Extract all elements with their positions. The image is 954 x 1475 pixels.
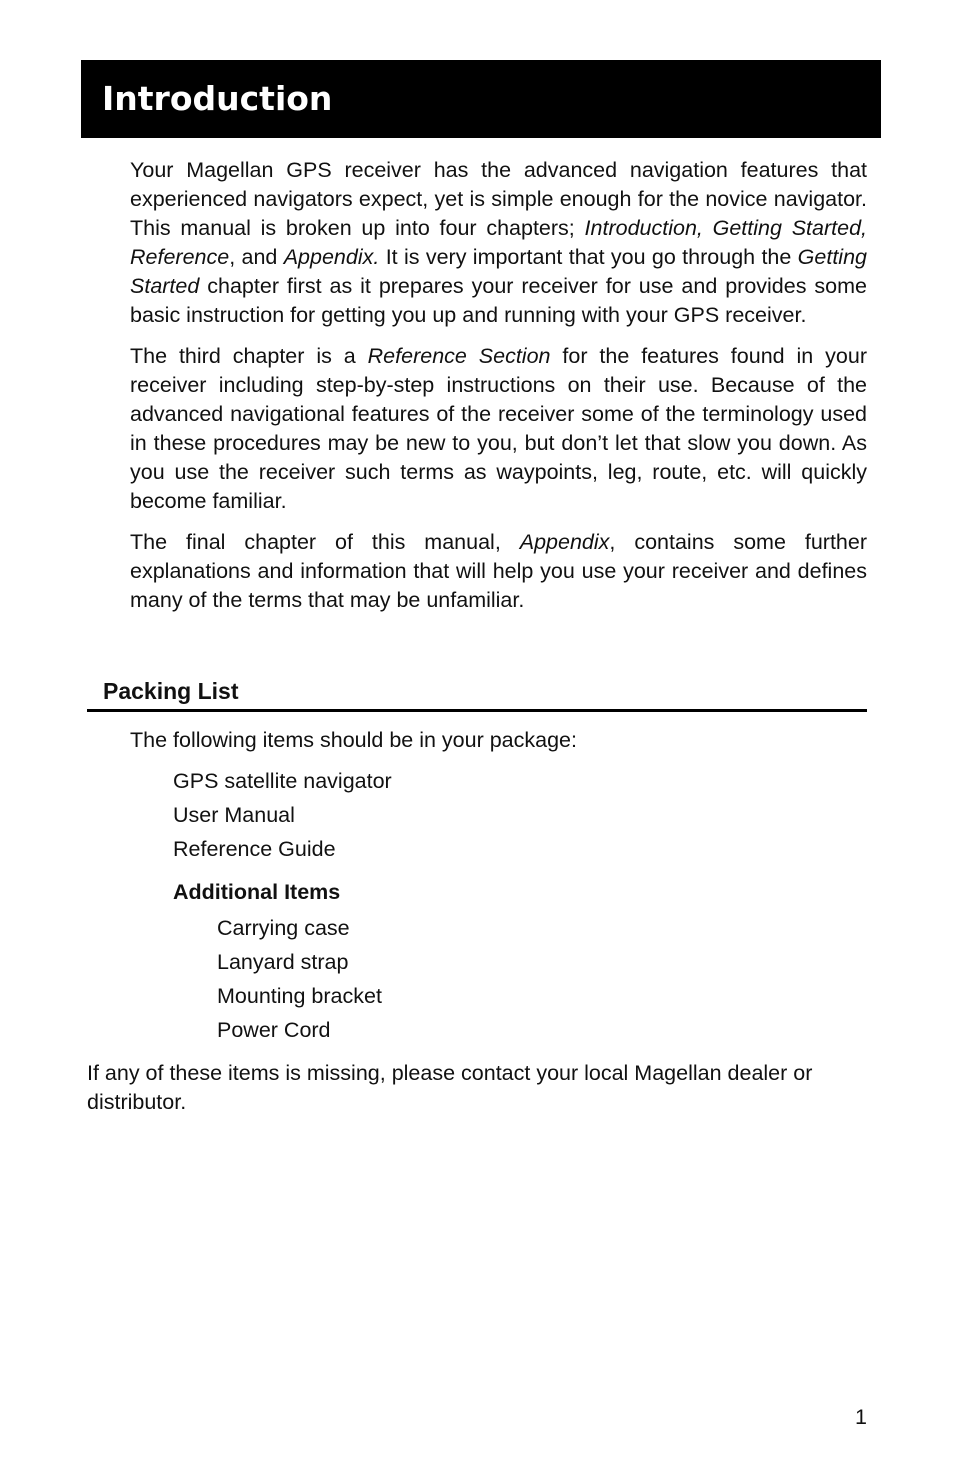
italic-text: Appendix — [519, 530, 610, 554]
intro-paragraph-2 — [130, 342, 867, 516]
list-item: User Manual — [173, 803, 295, 827]
packing-list-heading: Packing List — [103, 678, 239, 704]
list-item: Mounting bracket — [217, 984, 382, 1008]
text-run: for the features found in your receiver including step-by-step instructions on their use. Because of the advanced navigational features of the receiver some of the terminology used in these procedures may be new to you, but don’t let that slow you down. As you use the receiver such terms as waypoints, leg, route, etc. will quickly become familiar. — [130, 344, 867, 513]
intro-section — [130, 156, 867, 615]
italic-text: Getting Started — [130, 245, 867, 298]
packing-items-list — [173, 767, 392, 869]
packing-list-intro: The following items should be in your package: — [130, 728, 577, 752]
additional-items-list — [217, 914, 382, 1050]
text-run: , contains some further explanations and information that will help you use your receiver and defines many of the terms that may be unfamiliar. — [130, 530, 868, 612]
list-item: Power Cord — [217, 1018, 331, 1042]
text-run: The final chapter of this manual, — [130, 530, 520, 554]
section-divider — [87, 709, 867, 712]
chapter-title-bar — [81, 60, 881, 138]
chapter-title: Introduction — [102, 79, 333, 118]
italic-text: Reference Section — [367, 344, 551, 368]
intro-paragraph-3 — [130, 528, 867, 615]
list-item: Reference Guide — [173, 837, 336, 861]
text-run: The third chapter is a — [130, 344, 368, 368]
additional-items-heading: Additional Items — [173, 880, 341, 904]
italic-text: Introduction, Getting Started, Reference — [130, 216, 867, 269]
page-number: 1 — [855, 1405, 867, 1429]
text-run: It is very important that you go through the — [379, 245, 798, 269]
closing-note: If any of these items is missing, please contact your local Magellan dealer or distributor. — [87, 1061, 813, 1114]
list-item: GPS satellite navigator — [173, 769, 392, 793]
text-run: chapter first as it prepares your receiver for use and provides some basic instruction for getting you up and running with your GPS receiver. — [130, 274, 867, 327]
text-run: , and — [229, 245, 284, 269]
list-item: Lanyard strap — [217, 950, 349, 974]
intro-paragraph-1 — [130, 156, 867, 330]
italic-text: Appendix. — [283, 245, 380, 269]
list-item: Carrying case — [217, 916, 350, 940]
text-run: Your Magellan GPS receiver has the advanced navigation features that experienced navigators expect, yet is simple enough for the novice navigator. This manual is broken up into four chapters; — [130, 158, 867, 240]
